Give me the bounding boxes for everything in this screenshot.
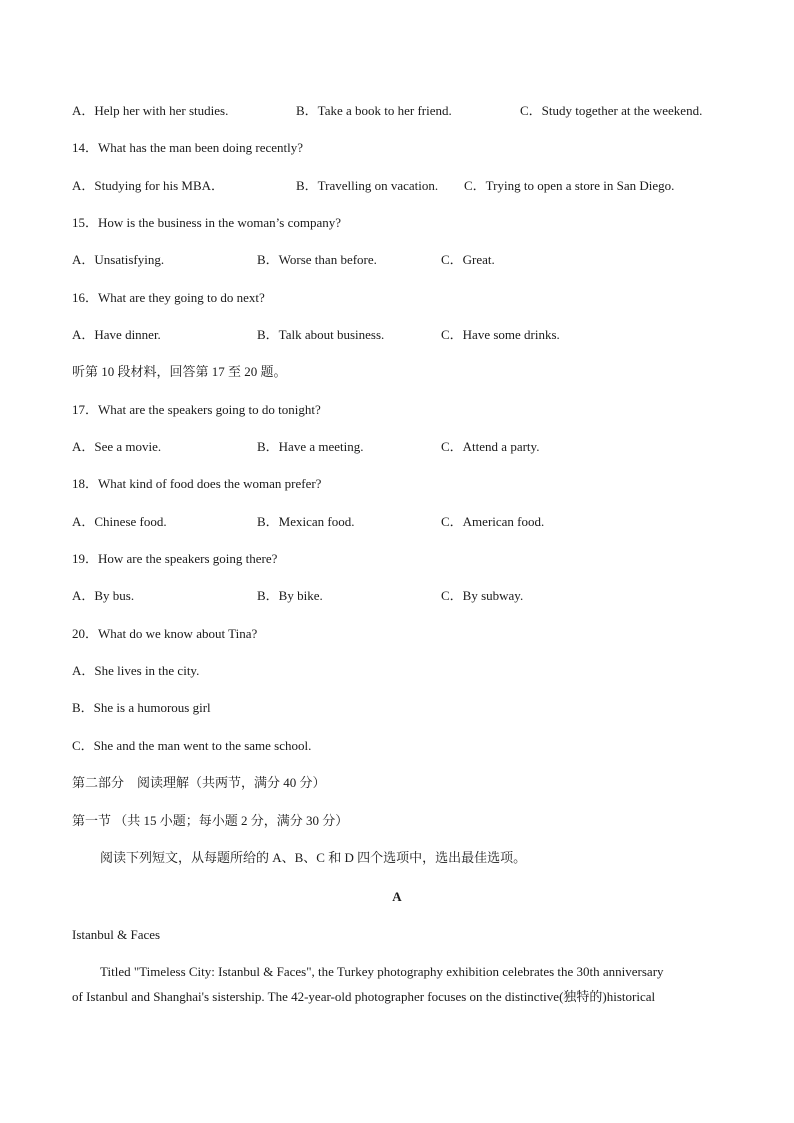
q14-question: 14．What has the man been doing recently?	[72, 140, 304, 155]
q16-option-c: C．Have some drinks.	[441, 327, 560, 342]
q20-question: 20．What do we know about Tina?	[72, 626, 258, 641]
q15-question: 15．How is the business in the woman’s company?	[72, 215, 341, 230]
q17-option-b: B．Have a meeting.	[257, 439, 364, 454]
q17-option-a: A．See a movie.	[72, 439, 162, 454]
q20-option-c: C．She and the man went to the same school.	[72, 738, 312, 753]
passage-line-1: Titled "Timeless City: Istanbul & Faces", the Turkey photography exhibition celebrates the 30th anniversary	[100, 964, 664, 979]
q18-question: 18．What kind of food does the woman prefer?	[72, 476, 322, 491]
q18-option-c: C．American food.	[441, 514, 545, 529]
q15-option-a: A．Unsatisfying.	[72, 252, 165, 267]
section-1-heading: 第一节 （共 15 小题；每小题 2 分，满分 30 分）	[72, 813, 349, 828]
q14-option-c: C．Trying to open a store in San Diego.	[464, 178, 675, 193]
reading-instruction: 阅读下列短文，从每题所给的 A、B、C 和 D 四个选项中，选出最佳选项。	[100, 850, 527, 865]
q15-option-c: C．Great.	[441, 252, 495, 267]
q20-option-b: B．She is a humorous girl	[72, 700, 211, 715]
q19-question: 19．How are the speakers going there?	[72, 551, 278, 566]
q18-option-b: B．Mexican food.	[257, 514, 355, 529]
q17-question: 17．What are the speakers going to do tonight?	[72, 402, 321, 417]
q13-option-b: B．Take a book to her friend.	[296, 103, 452, 118]
q18-option-a: A．Chinese food.	[72, 514, 167, 529]
q19-option-a: A．By bus.	[72, 588, 135, 603]
q13-option-c: C．Study together at the weekend.	[520, 103, 703, 118]
q13-option-a: A．Help her with her studies.	[72, 103, 229, 118]
q17-option-c: C．Attend a party.	[441, 439, 540, 454]
passage-label: A	[392, 889, 402, 904]
q16-question: 16．What are they going to do next?	[72, 290, 265, 305]
passage-title: Istanbul & Faces	[72, 927, 161, 942]
q16-option-a: A．Have dinner.	[72, 327, 161, 342]
part-2-heading: 第二部分 阅读理解（共两节，满分 40 分）	[72, 775, 326, 790]
section-10-instruction: 听第 10 段材料，回答第 17 至 20 题。	[72, 364, 287, 379]
q14-option-a: A．Studying for his MBA．	[72, 178, 225, 193]
q20-option-a: A．She lives in the city.	[72, 663, 200, 678]
passage-line-2: of Istanbul and Shanghai's sistership. The 42-year-old photographer focuses on the distinctive(独特的)historical	[72, 989, 656, 1004]
q19-option-b: B．By bike.	[257, 588, 323, 603]
q14-option-b: B．Travelling on vacation.	[296, 178, 439, 193]
q15-option-b: B．Worse than before.	[257, 252, 377, 267]
q16-option-b: B．Talk about business.	[257, 327, 385, 342]
q19-option-c: C．By subway.	[441, 588, 524, 603]
